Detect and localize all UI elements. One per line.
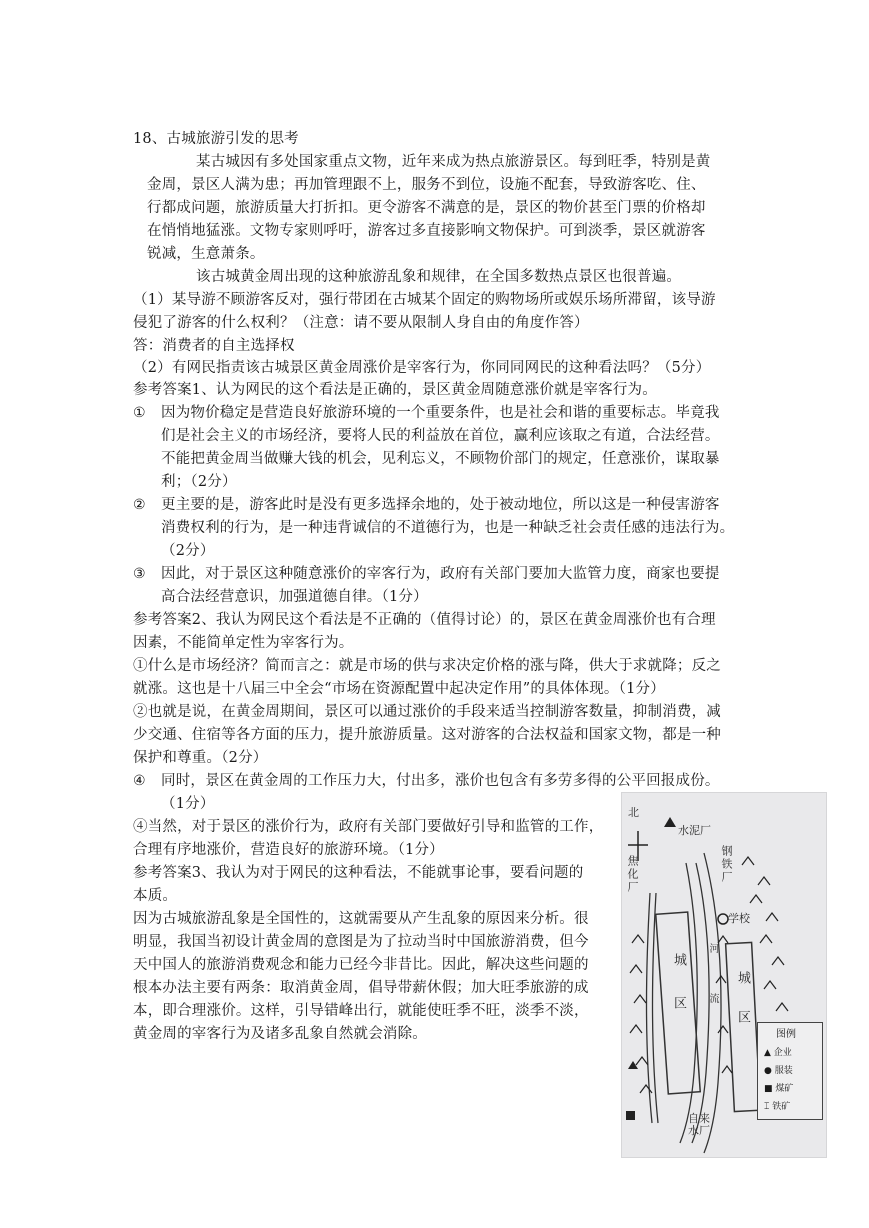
- ref1-item-line: （2分）: [161, 543, 215, 559]
- reference-answer-1-title: 参考答案1、认为网民的这个看法是正确的，景区黄金周随意涨价就是宰客行为。: [133, 382, 657, 398]
- item-marker: ③: [133, 566, 146, 582]
- ref2-line: ①什么是市场经济？简而言之：就是市场的供与求决定价格的涨与降，供大于求就降；反之: [133, 658, 721, 674]
- ref2-item-line: 同时，景区在黄金周的工作压力大，付出多，涨价也包含有多劳多得的公平回报成份。: [161, 773, 720, 789]
- ref3-line: 本质。: [133, 888, 178, 904]
- ref2-line: 因素，不能简单定性为宰客行为。: [133, 635, 354, 651]
- ref1-item-line: 因此，对于景区这种随意涨价的宰客行为，政府有关部门要加大监管力度，商家也要提: [161, 566, 720, 582]
- intro-line: 金周，景区人满为患；再加管理跟不上，服务不到位，设施不配套，导致游客吃、住、: [147, 177, 706, 193]
- ref3-line: 天中国人的旅游消费观念和能力已经今非昔比。因此，解决这些问题的: [133, 957, 589, 973]
- coking-plant-label: 焦化厂: [626, 855, 639, 894]
- intro-line: 该古城黄金周出现的这种旅游乱象和规律，在全国多数热点景区也很普遍。: [196, 269, 682, 285]
- city-area-left-label: 城区: [671, 953, 686, 1039]
- waterworks-label: 自来水厂: [688, 1112, 710, 1137]
- question-2: （2）有网民指责该古城景区黄金周涨价是宰客行为，你同同网民的这种看法吗？（5分）: [133, 360, 711, 376]
- ref1-item-line: 们是社会主义的市场经济，要将人民的利益放在首位，赢利应该取之有道，合法经营。: [161, 428, 720, 444]
- steel-plant-label: 钢铁厂: [720, 845, 733, 884]
- ref3-line: 根本办法主要有两条：取消黄金周，倡导带薪休假；加大旺季旅游的成: [133, 980, 589, 996]
- river-label: 河流: [707, 943, 718, 1043]
- legend-item: ▲ 企业: [764, 1048, 792, 1058]
- ref2-item-line: （1分）: [161, 796, 215, 812]
- school-label: 学校: [728, 912, 750, 925]
- ref3-line: 本，即合理涨价。这样，引导错峰出行，就能使旺季不旺，淡季不淡，: [133, 1003, 589, 1019]
- legend-item-label: 服装: [774, 1066, 793, 1076]
- legend-item-label: 企业: [773, 1048, 792, 1058]
- ref3-line: 参考答案3、我认为对于网民的这种看法，不能就事论事，要看问题的: [133, 865, 584, 881]
- ref1-item-line: 消费权利的行为，是一种违背诚信的不道德行为，也是一种缺乏社会责任感的违法行为。: [161, 520, 735, 536]
- question-title: 18、古城旅游引发的思考: [133, 131, 299, 147]
- question-1: 侵犯了游客的什么权利？（注意：请不要从限制人身自由的角度作答）: [133, 315, 589, 331]
- cement-plant-label: 水泥厂: [678, 824, 711, 837]
- ref3-line: 因为古城旅游乱象是全国性的，这就需要从产生乱象的原因来分析。很: [133, 911, 589, 927]
- city-area-right-label: 城区: [735, 971, 750, 1049]
- item-marker: ②: [133, 497, 146, 513]
- ref2-line: ②也就是说，在黄金周期间，景区可以通过涨价的手段来适当控制游客数量，抑制消费，减: [133, 704, 721, 720]
- answer-1: 答：消费者的自主选择权: [133, 338, 295, 354]
- north-label: 北: [628, 806, 639, 819]
- ref1-item-line: 高合法经营意识，加强道德自律。（1分）: [161, 589, 428, 605]
- ref1-item-line: 不能把黄金周当做赚大钱的机会，见利忘义，不顾物价部门的规定，任意涨价，谋取暴: [161, 451, 720, 467]
- intro-line: 锐减，生意萧条。: [147, 246, 265, 262]
- item-marker: ④: [133, 773, 146, 789]
- legend-item-label: 煤矿: [775, 1084, 794, 1094]
- intro-line: 某古城因有多处国家重点文物，近年来成为热点旅游景区。每到旺季，特别是黄: [196, 154, 711, 170]
- map-legend: [757, 1022, 823, 1120]
- ref2-line: 少交通、住宿等各方面的压力，提升旅游质量。这对游客的合法权益和国家文物，都是一种: [133, 727, 721, 743]
- question-1: （1）某导游不顾游客反对，强行带团在古城某个固定的购物场所或娱乐场所滞留，该导游: [133, 292, 716, 308]
- legend-item: ⌶ 铁矿: [764, 1102, 791, 1112]
- ref2-line: 参考答案2、我认为网民这个看法是不正确的（值得讨论）的，景区在黄金周涨价也有合理: [133, 612, 716, 628]
- ref2-line: 就涨。这也是十八届三中全会“市场在资源配置中起决定作用”的具体体现。（1分）: [133, 681, 665, 697]
- ref2-tail-line: 合理有序地涨价，营造良好的旅游环境。（1分）: [133, 842, 444, 858]
- ref2-line: 保护和尊重。（2分）: [133, 750, 268, 766]
- legend-item: ■ 煤矿: [764, 1084, 794, 1094]
- legend-item-label: 铁矿: [772, 1102, 791, 1112]
- ref1-item-line: 更主要的是，游客此时是没有更多选择余地的，处于被动地位，所以这是一种侵害游客: [161, 497, 720, 513]
- ref3-line: 明显，我国当初设计黄金周的意图是为了拉动当时中国旅游消费，但今: [133, 934, 589, 950]
- intro-line: 行都成问题，旅游质量大打折扣。更令游客不满意的是，景区的物价甚至门票的价格却: [147, 200, 706, 216]
- ref2-tail-line: ④当然，对于景区的涨价行为，政府有关部门要做好引导和监管的工作，: [133, 819, 604, 835]
- ref3-line: 黄金周的宰客行为及诸多乱象自然就会消除。: [133, 1026, 427, 1042]
- intro-line: 在悄悄地猛涨。文物专家则呼吁，游客过多直接影响文物保护。可到淡季，景区就游客: [147, 223, 706, 239]
- ref1-item-line: 因为物价稳定是营造良好旅游环境的一个重要条件，也是社会和谐的重要标志。毕竟我: [161, 405, 720, 421]
- legend-title: 图例: [776, 1029, 796, 1040]
- ref1-item-line: 利；（2分）: [161, 474, 237, 490]
- legend-item: ● 服装: [764, 1066, 793, 1076]
- item-marker: ①: [133, 405, 146, 421]
